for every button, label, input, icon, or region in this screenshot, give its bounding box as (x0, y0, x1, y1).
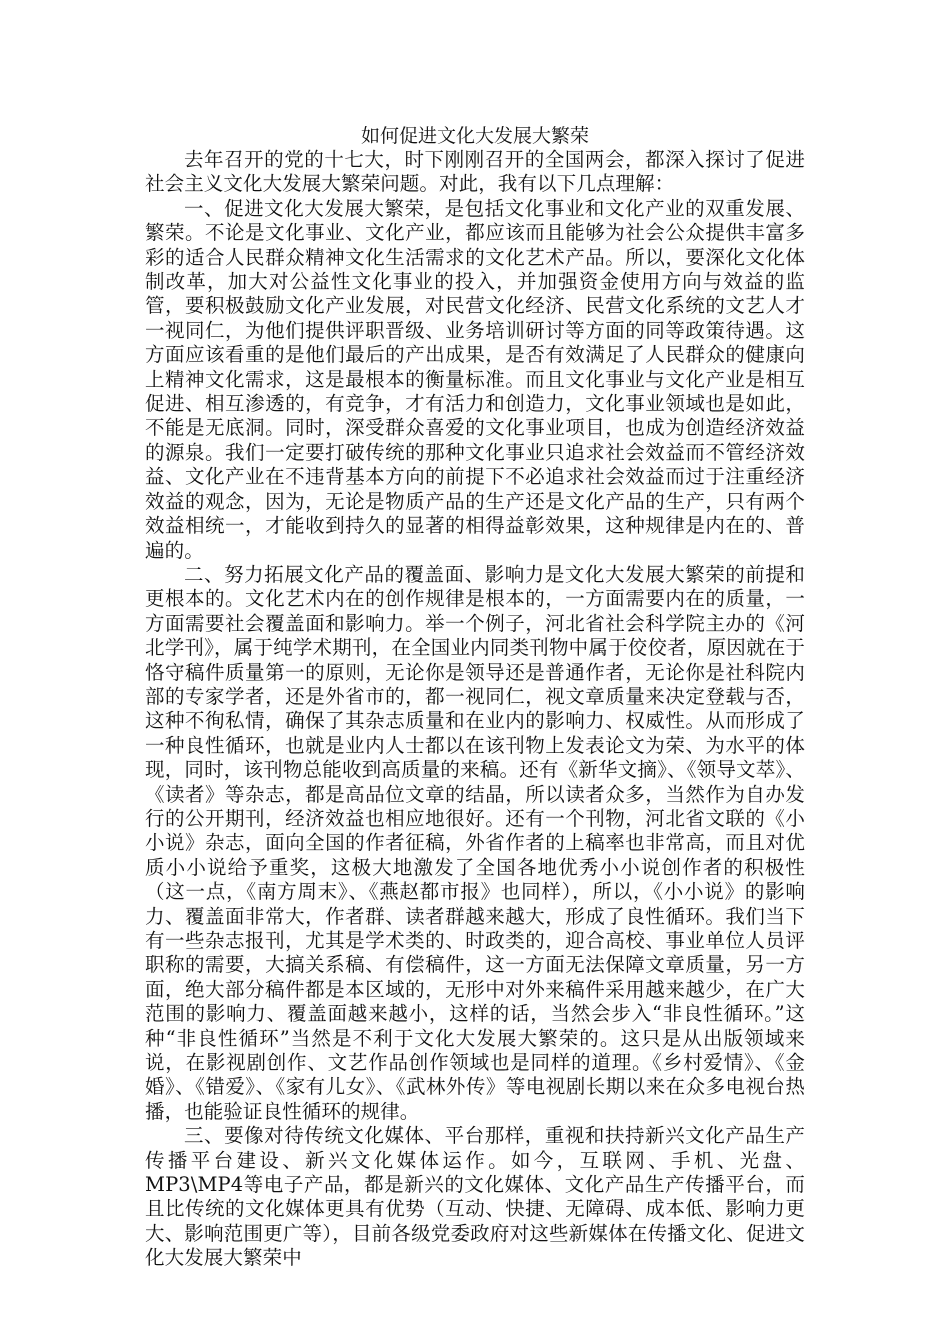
document-title: 如何促进文化大发展大繁荣 (360, 125, 589, 147)
paragraph-intro: 去年召开的党的十七大，时下刚刚召开的全国两会，都深入探讨了促进社会主义文化大发展大繁荣问题。对此，我有以下几点理解： (145, 148, 805, 196)
paragraph-point-one: 一、促进文化大发展大繁荣，是包括文化事业和文化产业的双重发展、繁荣。不论是文化事业、文化产业，都应该而且能够为社会公众提供丰富多彩的适合人民群众精神文化生活需求的文化艺术产品。所以，要深化文化体制改革，加大对公益性文化事业的投入，并加强资金使用方向与效益的监管，要积极鼓励文化产业发展，对民营文化经济、民营文化系统的文艺人才一视同仁，为他们提供评职晋级、业务培训研讨等方面的同等政策待遇。这方面应该看重的是他们最后的产出成果，是否有效满足了人民群众的健康向上精神文化需求，这是最根本的衡量标准。而且文化事业与文化产业是相互促进、相互渗透的，有竞争，才有活力和创造力，文化事业领域也是如此，不能是无底洞。同时，深受群众喜爱的文化事业项目，也成为创造经济效益的源泉。我们一定要打破传统的那种文化事业只追求社会效益而不管经济效益、文化产业在不违背基本方向的前提下不必追求社会效益而过于注重经济效益的观念，因为，无论是物质产品的生产还是文化产品的生产，只有两个效益相统一，才能收到持久的显著的相得益彰效果，这种规律是内在的、普遍的。 (145, 196, 805, 562)
paragraph-point-three: 三、要像对待传统文化媒体、平台那样，重视和扶持新兴文化产品生产传播平台建设、新兴文化媒体运作。如今，互联网、手机、光盘、MP3\MP4等电子产品，都是新兴的文化媒体、文化产品生产传播平台，而且比传统的文化媒体更具有优势（互动、快捷、无障碍、成本低、影响力更大、影响范围更广等），目前各级党委政府对这些新媒体在传播文化、促进文化大发展大繁荣中 (145, 1124, 805, 1270)
paragraph-point-two: 二、努力拓展文化产品的覆盖面、影响力是文化大发展大繁荣的前提和更根本的。文化艺术内在的创作规律是根本的，一方面需要内在的质量，一方面需要社会覆盖面和影响力。举一个例子，河北省社会科学院主办的《河北学刊》，属于纯学术期刊，在全国业内同类刊物中属于佼佼者，原因就在于恪守稿件质量第一的原则，无论你是领导还是普通作者，无论你是社科院内部的专家学者，还是外省市的，都一视同仁，视文章质量来决定登载与否，这种不徇私情，确保了其杂志质量和在业内的影响力、权威性。从而形成了一种良性循环，也就是业内人士都以在该刊物上发表论文为荣、为水平的体现，同时，该刊物总能收到高质量的来稿。还有《新华文摘》、《领导文萃》、《读者》等杂志，都是高品位文章的结晶，所以读者众多，当然作为自办发行的公开期刊，经济效益也相应地很好。还有一个刊物，河北省文联的《小小说》杂志，面向全国的作者征稿，外省作者的上稿率也非常高，而且对优质小小说给予重奖，这极大地激发了全国各地优秀小小说创作者的积极性（这一点，《南方周末》、《燕赵都市报》也同样），所以，《小小说》的影响力、覆盖面非常大，作者群、读者群越来越大，形成了良性循环。我们当下有一些杂志报刊，尤其是学术类的、时政类的，迎合高校、事业单位人员评职称的需要，大搞关系稿、有偿稿件，这一方面无法保障文章质量，另一方面，绝大部分稿件都是本区域的，无形中对外来稿件采用越来越少，在广大范围的影响力、覆盖面越来越小，这样的话，当然会步入“非良性循环。”这种“非良性循环”当然是不利于文化大发展大繁荣的。这只是从出版领域来说，在影视剧创作、文艺作品创作领域也是同样的道理。《乡村爱情》、《金婚》、《错爱》、《家有儿女》、《武林外传》等电视剧长期以来在众多电视台热播，也能验证良性循环的规律。 (145, 562, 805, 1123)
document-body (145, 148, 805, 1271)
